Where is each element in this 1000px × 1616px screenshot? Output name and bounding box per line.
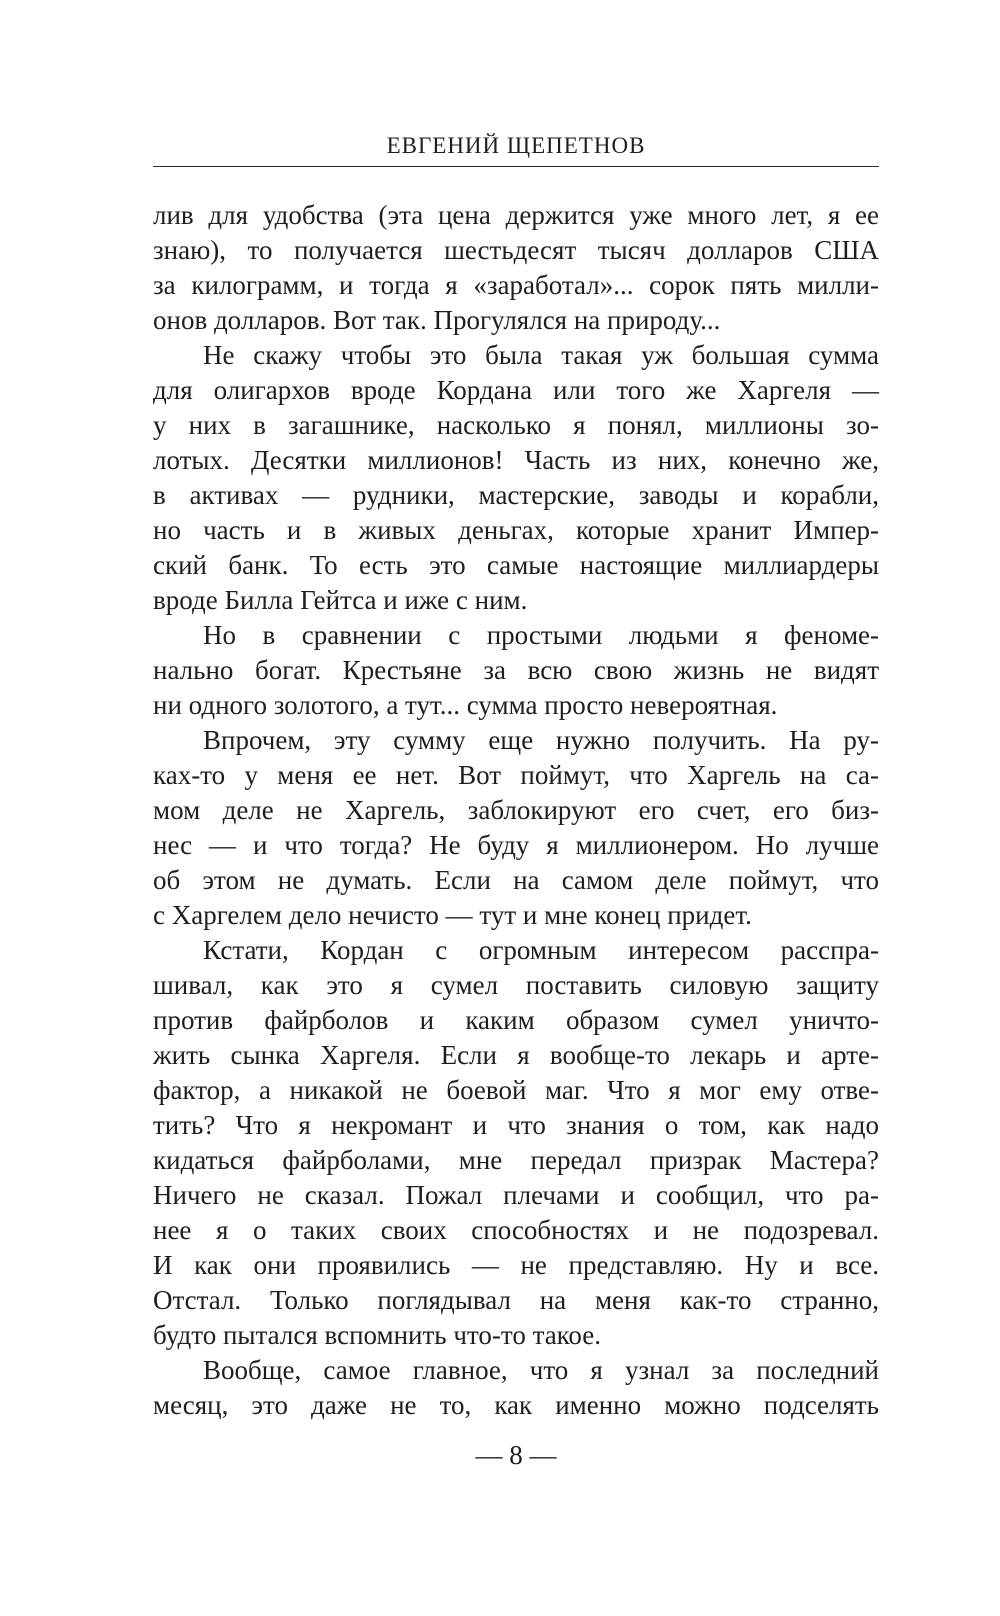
text-line: тить? Что я некромант и что знания о том, как надо bbox=[153, 1110, 879, 1140]
text-line: будто пытался вспомнить что-то такое. bbox=[153, 1320, 601, 1350]
text-line: лив для удобства (эта цена держится уже много лет, я ее bbox=[153, 200, 879, 230]
text-line: Но в сравнении с простыми людьми я феноме- bbox=[203, 620, 879, 650]
text-line: онов долларов. Вот так. Прогулялся на природу... bbox=[153, 305, 721, 335]
text-line: Вообще, самое главное, что я узнал за последний bbox=[203, 1355, 879, 1385]
text-line: ни одного золотого, а тут... сумма просто невероятная. bbox=[153, 690, 778, 720]
text-line: ках-то у меня ее нет. Вот поймут, что Харгель на са- bbox=[153, 760, 879, 790]
text-line: нес — и что тогда? Не буду я миллионером. Но лучше bbox=[153, 830, 879, 860]
text-line: Впрочем, эту сумму еще нужно получить. На ру- bbox=[203, 725, 879, 755]
text-line: Кстати, Кордан с огромным интересом расспра- bbox=[203, 935, 879, 965]
text-line: против файрболов и каким образом сумел уничто- bbox=[153, 1005, 879, 1035]
text-line: лотых. Десятки миллионов! Часть из них, конечно же, bbox=[153, 445, 879, 475]
text-line: Отстал. Только поглядывал на меня как-то странно, bbox=[153, 1285, 879, 1315]
text-line: нее я о таких своих способностях и не подозревал. bbox=[153, 1215, 879, 1245]
body-text bbox=[153, 198, 879, 1423]
text-line: знаю), то получается шестьдесят тысяч долларов США bbox=[153, 235, 879, 265]
text-line: ский банк. То есть это самые настоящие миллиардеры bbox=[153, 550, 879, 580]
text-line: И как они проявились — не представляю. Ну и все. bbox=[153, 1250, 879, 1280]
text-line: об этом не думать. Если на самом деле поймут, что bbox=[153, 865, 879, 895]
text-line: за килограмм, и тогда я «заработал»... сорок пять милли- bbox=[153, 270, 879, 300]
text-line: жить сынка Харгеля. Если я вообще-то лекарь и арте- bbox=[153, 1040, 879, 1070]
text-line: Ничего не сказал. Пожал плечами и сообщил, что ра- bbox=[153, 1180, 879, 1210]
text-line: с Харгелем дело нечисто — тут и мне конец придет. bbox=[153, 900, 752, 930]
text-line: у них в загашнике, насколько я понял, миллионы зо- bbox=[153, 410, 879, 440]
text-line: месяц, это даже не то, как именно можно подселять bbox=[153, 1390, 879, 1420]
text-line: мом деле не Харгель, заблокируют его счет, его биз- bbox=[153, 795, 879, 825]
text-line: шивал, как это я сумел поставить силовую защиту bbox=[153, 970, 879, 1000]
text-line: нально богат. Крестьяне за всю свою жизнь не видят bbox=[153, 655, 879, 685]
header-rule bbox=[153, 166, 879, 167]
page-number: — 8 — bbox=[475, 1440, 557, 1470]
text-line: для олигархов вроде Кордана или того же Харгеля — bbox=[153, 375, 879, 405]
text-line: фактор, а никакой не боевой маг. Что я мог ему отве- bbox=[153, 1075, 879, 1105]
text-line: вроде Билла Гейтса и иже с ним. bbox=[153, 585, 528, 615]
text-line: Не скажу чтобы это была такая уж большая сумма bbox=[203, 340, 879, 370]
running-title: ЕВГЕНИЙ ЩЕПЕТНОВ bbox=[386, 133, 646, 158]
text-line: в активах — рудники, мастерские, заводы и корабли, bbox=[153, 480, 879, 510]
text-line: но часть и в живых деньгах, которые хранит Импер- bbox=[153, 515, 879, 545]
text-line: кидаться файрболами, мне передал призрак Мастера? bbox=[153, 1145, 879, 1175]
